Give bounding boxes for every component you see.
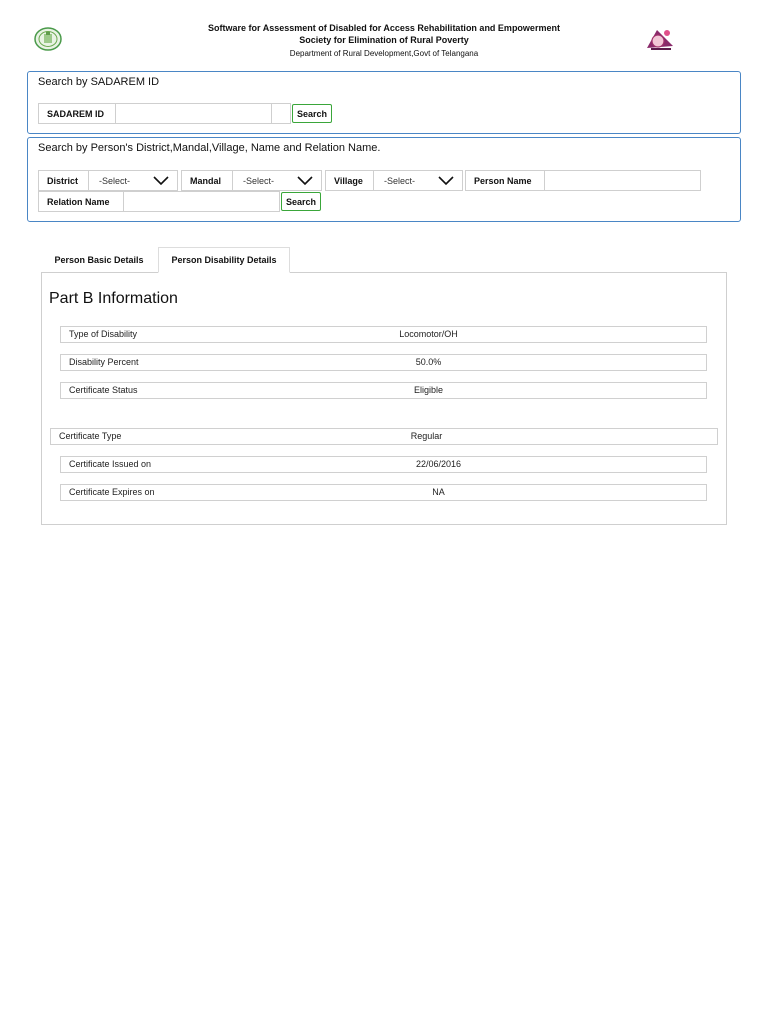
department-line: Department of Rural Development,Govt of Telangana xyxy=(289,49,479,58)
sadarem-id-input-addon xyxy=(271,103,291,124)
detail-value: Regular xyxy=(410,431,443,441)
detail-row-certificate-expires-on xyxy=(60,484,707,501)
detail-row-disability-percent xyxy=(60,354,707,371)
chevron-down-icon xyxy=(297,176,313,186)
mandal-select-value: -Select- xyxy=(243,175,275,186)
detail-key: Certificate Type xyxy=(59,431,122,441)
detail-key: Certificate Issued on xyxy=(69,459,152,469)
mandal-select[interactable] xyxy=(232,170,322,191)
detail-row-certificate-issued-on xyxy=(60,456,707,473)
detail-value: NA xyxy=(432,487,445,497)
village-select[interactable] xyxy=(373,170,463,191)
detail-value: Locomotor/OH xyxy=(399,329,458,339)
search-by-person-title: Search by Person's District,Mandal,Village, Name and Relation Name. xyxy=(38,142,381,154)
search-by-person-button[interactable]: Search xyxy=(281,192,321,211)
person-name-label: Person Name xyxy=(465,170,545,191)
search-by-id-title: Search by SADAREM ID xyxy=(38,76,160,88)
detail-key: Certificate Expires on xyxy=(69,487,155,497)
detail-row-certificate-type xyxy=(50,428,718,445)
sadarem-id-label: SADAREM ID xyxy=(38,103,116,124)
sadarem-logo-icon xyxy=(645,26,675,52)
detail-key: Certificate Status xyxy=(69,385,138,395)
detail-row-type-of-disability xyxy=(60,326,707,343)
chevron-down-icon xyxy=(438,176,454,186)
person-name-input[interactable] xyxy=(544,170,701,191)
search-by-id-button[interactable]: Search xyxy=(292,104,332,123)
relation-name-label: Relation Name xyxy=(38,191,124,212)
detail-row-certificate-status xyxy=(60,382,707,399)
chevron-down-icon xyxy=(153,176,169,186)
district-label: District xyxy=(38,170,89,191)
detail-value: 50.0% xyxy=(415,357,442,367)
detail-key: Disability Percent xyxy=(69,357,139,367)
part-b-title: Part B Information xyxy=(49,290,178,307)
detail-value: 22/06/2016 xyxy=(415,459,462,469)
relation-name-input[interactable] xyxy=(123,191,280,212)
app-title: Software for Assessment of Disabled for Access Rehabilitation and Empowerment xyxy=(208,23,560,33)
district-select-value: -Select- xyxy=(99,175,131,186)
village-label: Village xyxy=(325,170,374,191)
sadarem-id-input[interactable] xyxy=(115,103,272,124)
org-subtitle: Society for Elimination of Rural Poverty xyxy=(299,35,469,45)
village-select-value: -Select- xyxy=(384,175,416,186)
tab-person-basic-details[interactable]: Person Basic Details xyxy=(54,254,144,265)
detail-value: Eligible xyxy=(413,385,444,395)
mandal-label: Mandal xyxy=(181,170,233,191)
detail-key: Type of Disability xyxy=(69,329,138,339)
tab-person-disability-details[interactable]: Person Disability Details xyxy=(158,247,290,273)
district-select[interactable] xyxy=(88,170,178,191)
